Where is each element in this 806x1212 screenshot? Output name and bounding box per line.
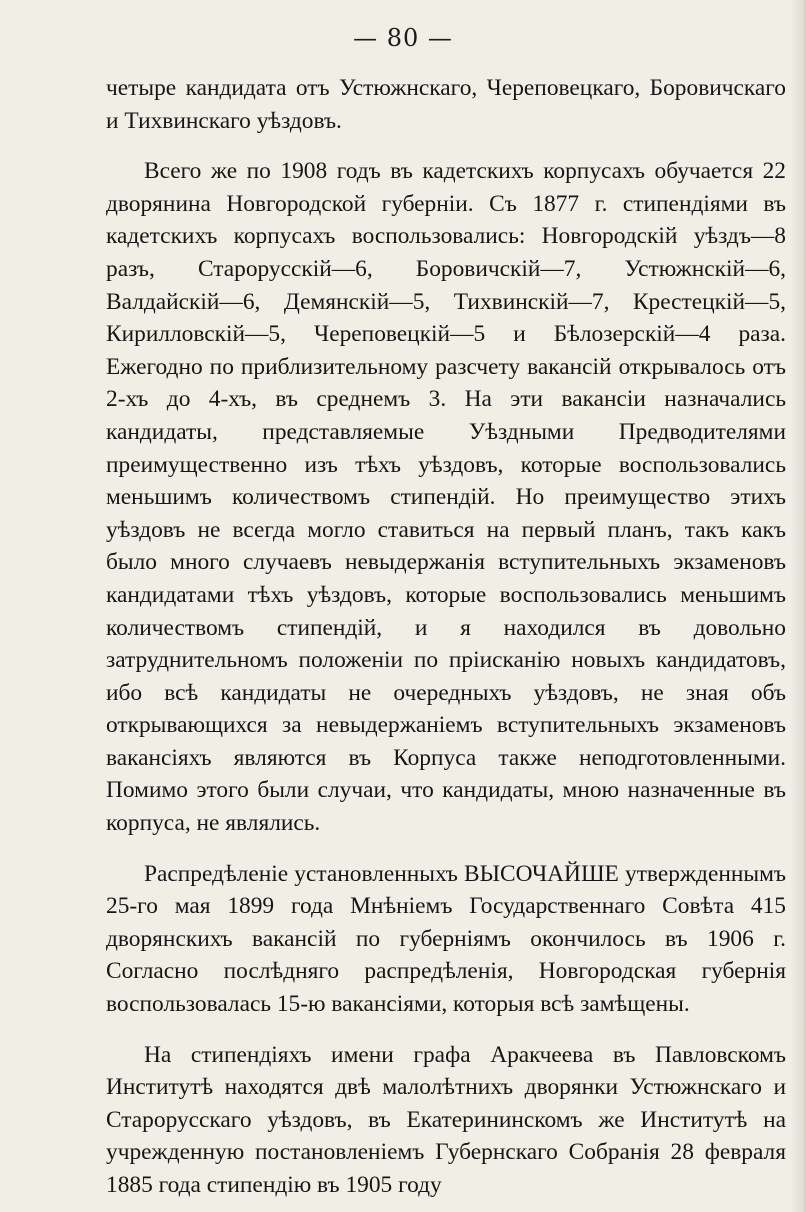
page-edge-shadow: [790, 0, 804, 1212]
paragraph-arakcheev-stipends: На стипендіяхъ имени графа Аракчеева въ Павловскомъ Институтѣ находятся двѣ малолѣтнихъ дворянки Устюжнскаго и Старорусскаго уѣздовъ, въ Екатерининскомъ же Институтѣ на учрежденную постановленіемъ Губернскаго Собранія 28 февраля 1885 года стипендію въ 1905 году: [106, 1041, 786, 1198]
body-text: [106, 72, 786, 1202]
paragraph-vacancy-distribution: Распредѣленіе установленныхъ ВЫСОЧАЙШЕ утвержденнымъ 25-го мая 1899 года Мнѣніемъ Государственнаго Совѣта 415 дворянскихъ вакансій по губерніямъ окончилось въ 1906 г. Согласно послѣдняго распредѣленія, Новгородская губернія воспользовалась 15-ю вакансіями, которыя всѣ замѣщены.: [106, 860, 786, 1018]
paragraph-cadet-corps: Всего же по 1908 годъ въ кадетскихъ корпусахъ обучается 22 дворянина Новгородской губерніи. Съ 1877 г. стипендіями въ кадетскихъ корпусахъ воспользовались: Новгородскій уѣздъ—8 разъ, Старорусскій—6, Боровичскій—7, Устюжнскій—6, Валдайскій—6, Демянскій—5, Тихвинскій—7, Крестецкій—5, Кирилловскій—5, Череповецкій—5 и Бѣлозерскій—4 раза. Ежегодно по приблизительному разсчету вакансій открывалось отъ 2-хъ до 4-хъ, въ среднемъ 3. На эти вакансіи назначались кандидаты, представляемые Уѣздными Предводителями преимущественно изъ тѣхъ уѣздовъ, которые воспользовались меньшимъ количествомъ стипендій. Но преимущество этихъ уѣздовъ не всегда могло ставиться на первый планъ, такъ какъ было много случаевъ невыдержанія вступительныхъ экзаменовъ кандидатами тѣхъ уѣздовъ, которые воспользовались меньшимъ количествомъ стипендій, и я находился въ довольно затруднительномъ положеніи по пріисканію новыхъ кандидатовъ, ибо всѣ кандидаты не очередныхъ уѣздовъ, не зная объ открывающихся за невыдержаніемъ вступительныхъ экзаменовъ вакансіяхъ являются въ Корпуса также неподготовленными. Помимо этого были случаи, что кандидаты, мною назначенные въ корпуса, не являлись.: [106, 158, 786, 837]
paragraph-continuation: четыре кандидата отъ Устюжнскаго, Череповецкаго, Боровичскаго и Тихвинскаго уѣздовъ.: [106, 75, 786, 134]
page-number: — 80 —: [353, 24, 453, 52]
